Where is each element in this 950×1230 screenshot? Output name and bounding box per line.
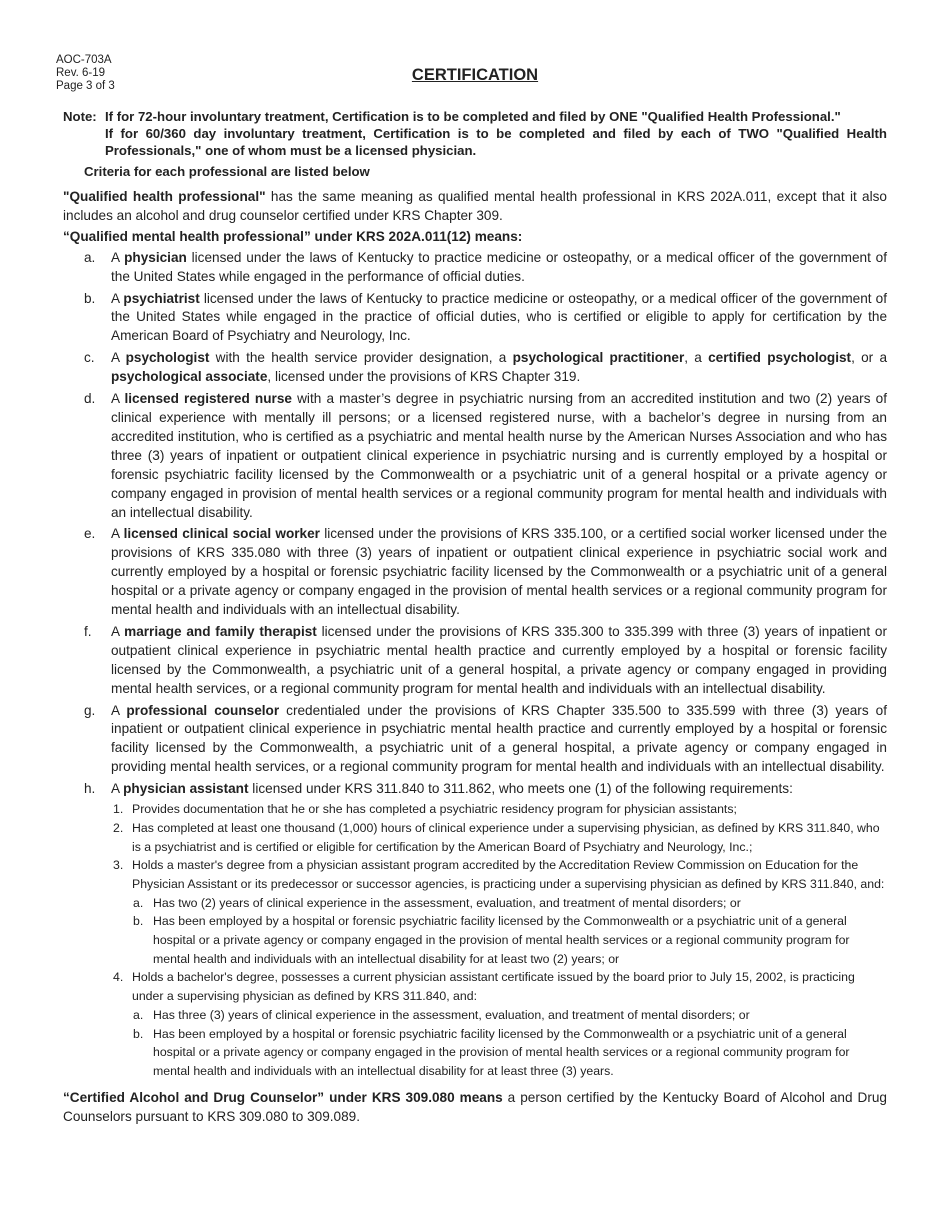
- list-item-term: licensed registered nurse: [124, 391, 292, 407]
- list-item-marriage-family-therapist: f. A marriage and family therapist licensed under the provisions of KRS 335.300 to 335.399 with three (3) years of inpatient or outpatient clinical experience in psychiatric mental health practice and currently employed by a hospital or forensic facility licensed by the Commonwealth, a psychiatric unit of a general hospital, a private agency or company engaged in providing mental health services, or a regional community program for mental health and individuals with an intellectual disability.: [84, 623, 888, 696]
- criteria-heading: Criteria for each professional are listed below: [84, 164, 370, 179]
- list-item-term: professional counselor: [126, 702, 280, 718]
- list-marker: f.: [84, 623, 92, 639]
- list-item-term: physician assistant: [123, 781, 249, 797]
- list-item-term: licensed clinical social worker: [123, 526, 320, 542]
- pa-sub-requirement: a. Has three (3) years of clinical experience in the assessment, evaluation, and treatment of mental disorders; or: [133, 1007, 750, 1022]
- list-marker: g.: [84, 702, 96, 718]
- list-item-registered-nurse: d. A licensed registered nurse with a master’s degree in psychiatric nursing from an accredited institution and two (2) years of clinical experience with mentally ill persons; or a licensed registered nurse, with a bachelor’s degree in nursing from an accredited institution, who is certified as a psychiatric and mental health nurse by the American Nurses Association and who has three (3) years of inpatient or outpatient clinical experience in psychiatric nursing and is currently employed by a hospital or forensic psychiatric facility licensed by the Commonwealth or a psychiatric unit of a general hospital or a private agency or company engaged in provision of mental health services or a regional community program for mental health and individuals with an intellectual disability.: [84, 391, 888, 520]
- pa-requirement: 2. Has completed at least one thousand (1,000) hours of clinical experience under a supervising physician, as defined by KRS 311.840, who is a psychiatrist and is certified or eligible for certification by the American Board of Psychiatry and Neurology, Inc.;: [113, 820, 880, 854]
- list-item-professional-counselor: g. A professional counselor credentialed under the provisions of KRS Chapter 335.500 to 335.599 with three (3) years of inpatient or outpatient clinical experience in psychiatric mental health practice and currently employed by a hospital or forensic facility licensed by the Commonwealth, a psychiatric unit of a general hospital, a private agency or company engaged in providing mental health services, or a regional community program for mental health and individuals with an intellectual disability.: [84, 702, 887, 775]
- note-block: [63, 108, 887, 159]
- list-item-physician-assistant: h. A physician assistant licensed under KRS 311.840 to 311.862, who meets one (1) of the following requirements: 1. Provides documentation that he or she has completed a psychiatric residency program for physician assistants; 2. Has completed at least one thousand (1,000) hours of clinical experience under a supervising physician, as defined by KRS 311.840, who is a psychiatrist and is certified or eligible for certification by the American Board of Psychiatry and Neurology, Inc.; 3. Holds a master's degree from a physician assistant program accredited by the Accreditation Review Commission on Education for the Physician Assistant or its predecessor or successor agencies, is practicing under a supervising physician as defined by KRS 311.840, and: a. Has two (2) years of clinical experience in the assessment, evaluation, and treatment of mental disorders; or b. Has been employed by a hospital or forensic psychiatric facility licensed by the Commonwealth or a psychiatric unit of a general hospital or a private agency or company engaged in the provision of mental health services or a regional community program for mental health and individuals with an intellectual disability for at least two (2) years; or 4. Holds a bachelor's degree, possesses a current physician assistant certificate issued by the board prior to July 15, 2002, is practicing under a supervising physician as defined by KRS 311.840, and: a. Has three (3) years of clinical experience in the assessment, evaluation, and treatment of mental disorders; or b. Has been employed by a hospital or forensic psychiatric facility licensed by the Commonwealth or a psychiatric unit of a general hospital or a private agency or company engaged in the provision of mental health services or a regional community program for mental health and individuals with an intellectual disability for at least three (3) years.: [63, 780, 887, 1080]
- qhp-text: has the same meaning as qualified mental health professional in KRS 202A.011, except that it also includes an alcohol and drug counselor certified under KRS Chapter 309.: [63, 189, 887, 223]
- page-title: CERTIFICATION: [411, 66, 539, 84]
- pa-sub-requirement: a. Has two (2) years of clinical experience in the assessment, evaluation, and treatment of mental disorders; or: [133, 895, 741, 910]
- list-marker: h.: [84, 781, 96, 797]
- list-marker: d.: [84, 391, 96, 407]
- qhp-definition: [63, 188, 887, 226]
- list-item-term: marriage and family therapist: [124, 623, 317, 639]
- list-item-clinical-social-worker: e. A licensed clinical social worker licensed under the provisions of KRS 335.100, or a certified social worker licensed under the provisions of KRS 335.080 with three (3) years of inpatient or outpatient clinical experience in psychiatric social work and currently employed by a hospital or forensic psychiatric facility licensed by the Commonwealth or a psychiatric unit of a general hospital or a private agency or company engaged in the provision of mental health services or a regional community program for mental health and individuals with an intellectual disability.: [84, 526, 888, 618]
- form-number: AOC-703A: [56, 54, 112, 66]
- list-marker: c.: [84, 350, 95, 366]
- list-item-physician: a. A physician licensed under the laws of Kentucky to practice medicine or osteopathy, or a medical officer of the government of the United States while engaged in the performance of official duties.: [84, 249, 888, 284]
- list-marker: e.: [84, 526, 96, 542]
- list-item-term: physician: [124, 249, 187, 265]
- qmhp-heading: “Qualified mental health professional” under KRS 202A.011(12) means:: [63, 228, 523, 244]
- note-line-72-hour: If for 72-hour involuntary treatment, Certification is to be completed and filed by ONE "Qualified Health Professional.": [105, 109, 841, 124]
- list-marker: a.: [84, 249, 96, 265]
- form-revision: Rev. 6-19: [56, 67, 106, 79]
- pa-requirement: 3. Holds a master's degree from a physician assistant program accredited by the Accreditation Review Commission on Education for the Physician Assistant or its predecessor or successor agencies, is practicing under a supervising physician as defined by KRS 311.840, and:: [113, 858, 885, 891]
- list-item-term: psychiatrist: [123, 290, 200, 306]
- qhp-term: "Qualified health professional": [63, 189, 266, 204]
- list-marker: b.: [84, 290, 96, 306]
- pa-requirement: 1. Provides documentation that he or she has completed a psychiatric residency program for physician assistants;: [113, 802, 737, 817]
- counselor-definition: [63, 1089, 887, 1127]
- counselor-text: a person certified by the Kentucky Board of Alcohol and Drug Counselors pursuant to KRS 309.080 to 309.089.: [63, 1089, 887, 1124]
- document-body: [63, 188, 887, 1126]
- pa-sub-requirement: b. Has been employed by a hospital or forensic psychiatric facility licensed by the Commonwealth or a psychiatric unit of a general hospital or a private agency or company engaged in the provision of mental health services or a regional community program for mental health and individuals with an intellectual disability for at least two (2) years; or: [133, 914, 850, 966]
- qmhp-list: [63, 249, 887, 1081]
- pa-sub-requirement: b. Has been employed by a hospital or forensic psychiatric facility licensed by the Commonwealth or a psychiatric unit of a general hospital or a private agency or company engaged in the provision of mental health services or a regional community program for mental health and individuals with an intellectual disability for at least three (3) years.: [133, 1026, 850, 1078]
- counselor-term: “Certified Alcohol and Drug Counselor” under KRS 309.080 means: [63, 1089, 503, 1105]
- list-item-term: psychologist: [125, 350, 210, 366]
- note-line-60-360-day: If for 60/360 day involuntary treatment, Certification is to be completed and filed by each of TWO "Qualified Health Professionals," one of whom must be a licensed physician.: [105, 126, 887, 158]
- pa-requirements-list: [111, 800, 887, 1081]
- list-item-psychologist: c. A psychologist with the health service provider designation, a psychological practitioner, a certified psychologist, or a psychological associate, licensed under the provisions of KRS Chapter 319.: [84, 350, 888, 385]
- list-item-psychiatrist: b. A psychiatrist licensed under the laws of Kentucky to practice medicine or osteopathy, or a medical officer of the government of the United States while engaged in the practice of official duties, who is certified or eligible to apply for certification by the American Board of Psychiatry and Neurology, Inc.: [84, 290, 887, 344]
- page-number: Page 3 of 3: [56, 80, 115, 92]
- note-label: Note:: [63, 109, 97, 124]
- pa-requirement: 4. Holds a bachelor's degree, possesses a current physician assistant certificate issued by the board prior to July 15, 2002, is practicing under a supervising physician as defined by KRS 311.840, and:: [113, 970, 855, 1004]
